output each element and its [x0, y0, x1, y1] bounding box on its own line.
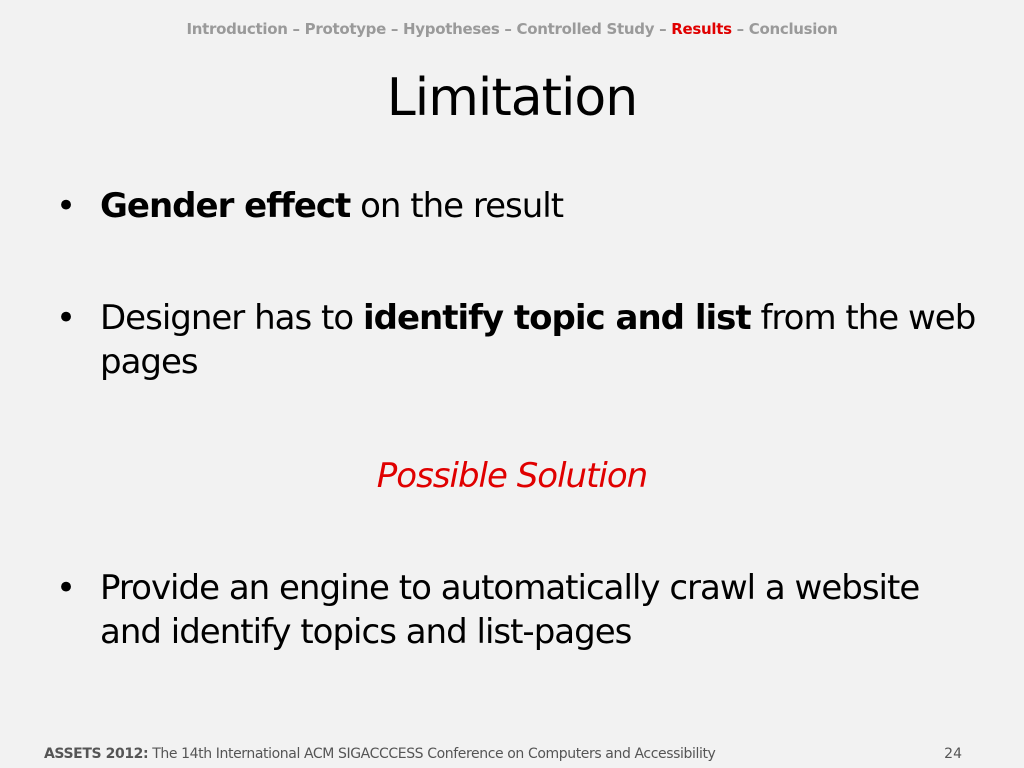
bullet-rest-text: on the result — [350, 186, 564, 226]
bullet-dot-icon: • — [56, 568, 76, 608]
nav-item-introduction: Introduction — [186, 20, 288, 38]
footer-conference-text: The 14th International ACM SIGACCCESS Conference on Computers and Accessibility — [148, 746, 716, 762]
bullet-item — [56, 296, 976, 384]
nav-item-hypotheses: Hypotheses — [403, 20, 500, 38]
nav-item-controlled-study: Controlled Study — [516, 20, 655, 38]
footer-conference — [44, 746, 715, 762]
bullet-dot-icon: • — [56, 186, 76, 226]
bullet-lead-text: Designer has to — [100, 298, 363, 338]
solution-heading: Possible Solution — [376, 456, 648, 496]
bullet-dot-icon: • — [56, 298, 76, 338]
page-number: 24 — [944, 746, 962, 762]
nav-item-conclusion: Conclusion — [748, 20, 838, 38]
bullet-item — [56, 566, 976, 654]
bullet-bold-text: Gender effect — [100, 186, 351, 226]
nav-separator: – — [731, 20, 749, 38]
bullet-bold-text: identify topic and list — [362, 298, 751, 338]
section-nav — [0, 20, 1024, 38]
nav-separator: – — [499, 20, 517, 38]
bullet-item — [56, 184, 976, 228]
nav-item-prototype: Prototype — [304, 20, 386, 38]
slide-title: Limitation — [386, 68, 638, 128]
nav-separator: – — [386, 20, 404, 38]
bullet-text — [100, 296, 976, 384]
nav-item-results: Results — [671, 20, 732, 38]
nav-separator: – — [654, 20, 672, 38]
bullet-text: Provide an engine to automatically crawl a website and identify topics and list-pages — [100, 568, 920, 652]
footer-conference-name: ASSETS 2012: — [44, 746, 149, 762]
bullet-rest-text: from the web pages — [100, 298, 976, 382]
nav-separator: – — [287, 20, 305, 38]
bullet-text — [100, 184, 976, 228]
